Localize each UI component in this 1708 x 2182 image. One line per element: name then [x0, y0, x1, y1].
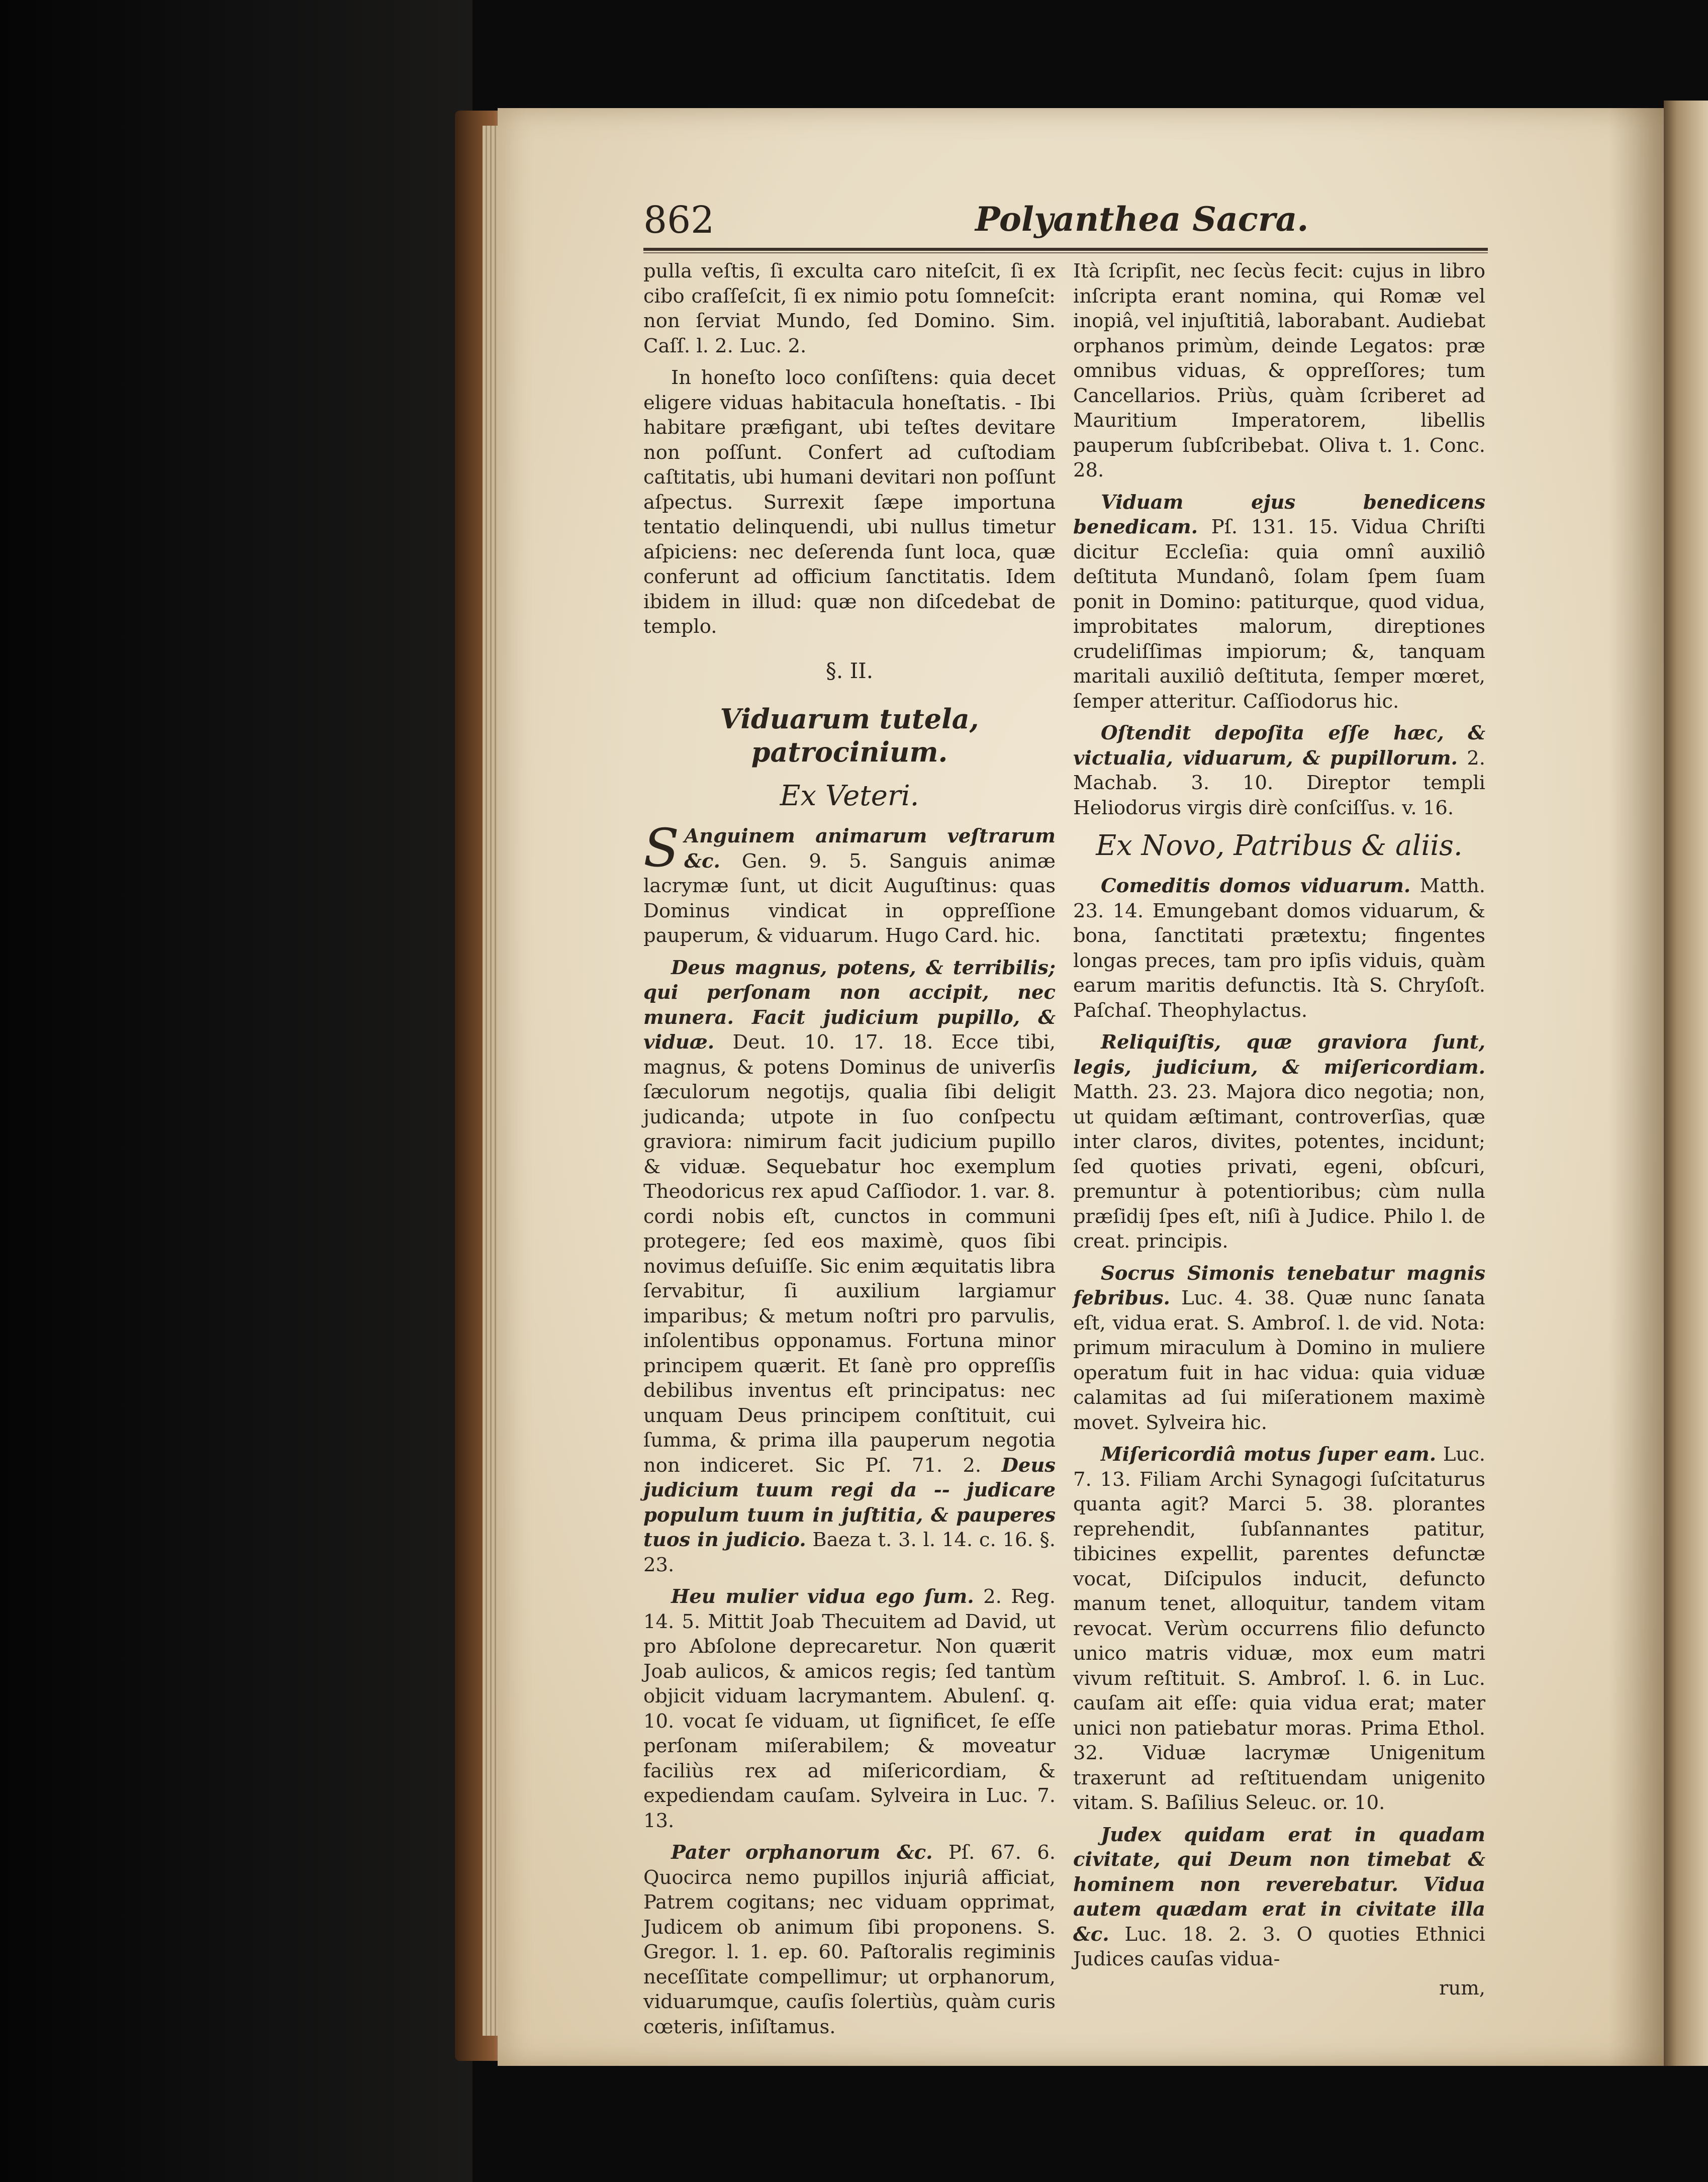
- catchword: rum,: [1439, 1976, 1485, 2000]
- lemma: Pater orphanorum &c.: [671, 1841, 933, 1864]
- section-heading: Viduarum tutela, patrocinium.: [720, 703, 979, 768]
- header-rule-thin: [643, 252, 1488, 253]
- lemma: Deus magnus, potens, & terribilis; qui perſonam non accipit, nec munera. Facit judicium pupillo, & viduæ.: [643, 956, 1056, 1054]
- left-column: [643, 259, 1056, 2046]
- lemma: Comeditis domos viduarum.: [1101, 875, 1411, 897]
- paragraph: [643, 1840, 1056, 2039]
- paragraph: [643, 817, 1056, 948]
- paragraph: [1073, 1823, 1485, 1972]
- lemma: Judex quidam erat in quadam civitate, qui Deum non timebat & hominem non reverebatur. Vidua autem quædam erat in civitate illa &c.: [1073, 1823, 1485, 1946]
- background-dark: [0, 0, 472, 2182]
- paragraph: [643, 259, 1056, 358]
- header-rule: [643, 248, 1488, 251]
- paragraph: [1073, 1261, 1485, 1436]
- paragraph-text: Pſ. 67. 6. Quocirca nemo pupillos injuriâ afficiat, Patrem cogitans; nec viduam opprimat, Judicem ob animum ſibi proponens. S. Gregor. l. 1. ep. 60. Paſtoralis regiminis neceſſitate compellimur; ut orphanorum, viduarumque, cauſis ſolertiùs, quàm curis cœteris, inſiſtamus.: [643, 1841, 1056, 2038]
- paragraph-text: 2. Machab. 3. 10. Direptor templi Heliodorus virgis dirè conſciſſus. v. 16.: [1073, 746, 1485, 819]
- paragraph: [1073, 1442, 1485, 1816]
- paragraph: [1073, 1030, 1485, 1254]
- paragraph: [1073, 721, 1485, 820]
- lemma: Viduam ejus benedicens benedicam.: [1073, 491, 1485, 538]
- paragraph: [643, 956, 1056, 1578]
- paragraph-text: Luc. 7. 13. Filiam Archi Synagogi ſuſcitaturus quanta agit? Marci 5. 38. plorantes reprehendit, ſubſannantes patitur, tibicines expellit, parentes defunctæ vocat, Diſcipulos inducit, defuncto manum tenet, alloquitur, tandem vitam revocat. Verùm occurrens filio defuncto unico matris viduæ, mox eum matri vivum reſtituit. S. Ambroſ. l. 6. in Luc. cauſam ait eſſe: quia vidua erat; mater unici non patiebatur moras. Prima Ethol. 32. Viduæ lacrymæ Unigenitum traxerunt ad reſtituendam unigenito vitam. S. Baſilius Seleuc. or. 10.: [1073, 1443, 1485, 1814]
- subsection-heading: Ex Novo, Patribus & aliis.: [1096, 829, 1463, 862]
- paragraph: [1073, 874, 1485, 1023]
- paragraph-text: Matth. 23. 14. Emungebant domos viduarum, & bona, ſanctitati prætextu; fingentes longas preces, tam pro ipſis viduis, quàm earum maritis defunctis. Ità S. Chryſoſt. Paſchaſ. Theophylactus.: [1073, 875, 1486, 1022]
- lemma: Oſtendit depoſita eſſe hæc, & victualia, viduarum, & pupillorum.: [1073, 722, 1485, 770]
- lemma: Heu mulier vidua ego ſum.: [671, 1585, 974, 1608]
- paragraph-text: Matth. 23. 23. Majora dico negotia; non, ut quidam æſtimant, controverſias, quæ inter claros, divites, potentes, incidunt; ſed quoties privati, egeni, obſcuri, premuntur à potentioribus; cùm nulla præſidij ſpes eſt, niſi à Judice. Philo l. de creat. principis.: [1073, 1081, 1485, 1253]
- section-number: §. II.: [825, 658, 874, 683]
- paragraph-text: Luc. 18. 2. 3. O quoties Ethnici Judices cauſas vidua-: [1073, 1923, 1485, 1970]
- paragraph-text: Baeza t. 3. l. 14. c. 16. §. 23.: [643, 1529, 1056, 1576]
- lemma: Socrus Simonis tenebatur magnis febribus.: [1073, 1262, 1485, 1309]
- paragraph-text: Pſ. 131. 15. Vidua Chriſti dicitur Eccleſia: quia omnî auxiliô deſtituta Mundanô, ſolam ſpem ſuam ponit in Domino: patiturque, quod vidua, improbitates malorum, direptiones crudeliſſimas impiorum; &, tanquam maritali auxiliô deſtituta, ſemper mœret, ſemper atteritur. Caſſiodorus hic.: [1073, 516, 1485, 713]
- spine-shadow: [1608, 108, 1666, 2066]
- paragraph-text: Deut. 10. 17. 18. Ecce tibi, magnus, & potens Dominus de univerſis ſæculorum negotijs, qualia ſibi deligit judicanda; utpote in ſuo conſpectu graviora: nimirum facit judicium pupillo & viduæ. Sequebatur hoc exemplum Theodoricus rex apud Caſſiodor. 1. var. 8. cordi nobis eſt, cunctos in communi protegere; ſed eos maximè, quos ſibi novimus deſuiſſe. Sic enim æquitatis libra ſervabitur, ſi auxilium largiamur imparibus; & metum noſtri pro parvulis, inſolentibus opponamus. Fortuna minor principem quærit. Et ſanè pro oppreſſis debilibus inventus eſt principatus: nec unquam Deus principem conſtituit, cui ſumma, & prima illa pauperum negotia non indiceret. Sic Pſ. 71. 2.: [643, 1031, 1056, 1477]
- page-number: 862: [643, 199, 715, 242]
- drop-cap: S: [643, 817, 680, 879]
- subsection-heading: Ex Veteri.: [780, 780, 919, 812]
- lemma: Deus judicium tuum regi da -- judicare populum tuum in juſtitia, & pauperes tuos in judicio.: [643, 1454, 1056, 1551]
- lemma: Reliquiſtis, quæ graviora ſunt, legis, judicium, & miſericordiam.: [1073, 1031, 1485, 1079]
- right-column: [1073, 259, 1485, 2001]
- paragraph-text: 2. Reg. 14. 5. Mittit Joab Thecuitem ad David, ut pro Abſolone deprecaretur. Non quærit Joab aulicos, & amicos regis; ſed tantùm objicit viduam lacrymantem. Abulenſ. q. 10. vocat ſe viduam, ut ſignificet, ſe eſſe perſonam miſerabilem; & moveatur faciliùs rex ad miſericordiam, & expediendam cauſam. Sylveira in Luc. 7. 13.: [643, 1585, 1056, 1832]
- paragraph: [643, 1584, 1056, 1833]
- page-header: [643, 199, 1488, 254]
- paragraph: [1073, 259, 1485, 483]
- lemma: Miſericordiâ motus ſuper eam.: [1101, 1443, 1437, 1466]
- running-title: Polyanthea Sacra.: [975, 200, 1309, 239]
- lemma: Anguinem animarum veſtrarum &c.: [684, 825, 1056, 873]
- facing-page-sliver: [1664, 101, 1708, 2066]
- paragraph-text: Gen. 9. 5. Sanguis animæ lacrymæ ſunt, ut dicit Auguſtinus: quas Dominus vindicat in oppreſſione pauperum, & viduarum. Hugo Card. hic.: [643, 849, 1056, 947]
- paragraph-text: In honeſto loco conſiſtens: quia decet eligere viduas habitacula honeſtatis. - Ibi habitare præfigant, ubi teſtes devitare non poſſunt. Confert ad cuſtodiam caſtitatis, ubi humani devitari non poſſunt aſpectus. Surrexit ſæpe importuna tentatio delinquendi, ubi nullus timetur aſpiciens: nec deſerenda ſunt loca, quæ conferunt ad officium ſanctitatis. Idem ibidem in illud: quæ non diſcedebat de templo.: [643, 366, 1056, 638]
- paragraph: [1073, 490, 1485, 714]
- paragraph-text: pulla veſtis, ſi exculta caro niteſcit, ſi ex cibo craſſeſcit, ſi ex nimio potu ſomneſcit: non ſerviat Mundo, ſed Domino. Sim. Caſſ. l. 2. Luc. 2.: [643, 260, 1056, 357]
- paragraph: [643, 365, 1056, 639]
- paragraph-text: Luc. 4. 38. Quæ nunc ſanata eſt, vidua erat. S. Ambroſ. l. de vid. Nota: primum miraculum à Domino in muliere operatum fuit in hac vidua: quia viduæ calamitas ad ſui miſerationem maximè movet. Sylveira hic.: [1073, 1287, 1485, 1434]
- paragraph-text: Ità ſcripſit, nec ſecùs fecit: cujus in libro inſcripta erant nomina, qui Romæ vel inopiâ, vel injuſtitiâ, laborabant. Audiebat orphanos primùm, deinde Legatos: præ omnibus viduas, & oppreſſores; tum Cancellarios. Priùs, quàm ſcriberet ad Mauritium Imperatorem, libellis pauperum ſubſcribebat. Oliva t. 1. Conc. 28.: [1073, 260, 1485, 482]
